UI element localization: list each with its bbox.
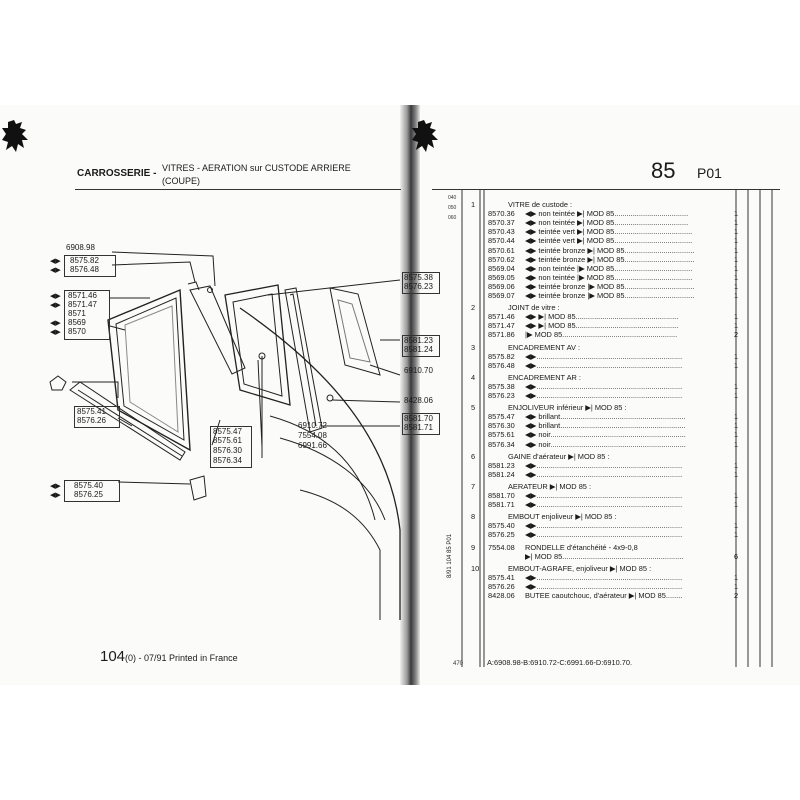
group-number: 3 bbox=[471, 342, 476, 352]
part-reference: 8575.82 bbox=[488, 351, 515, 361]
part-quantity: 1 bbox=[734, 312, 739, 322]
part-quantity: 1 bbox=[734, 245, 739, 255]
label-8571-46: 8571.46 bbox=[68, 291, 97, 300]
part-description: ◀▶....................................................................... bbox=[525, 351, 683, 361]
part-row bbox=[488, 491, 748, 500]
part-quantity: 1 bbox=[734, 412, 739, 422]
part-quantity: 1 bbox=[734, 469, 739, 479]
part-reference: 8576.48 bbox=[488, 360, 515, 370]
peugeot-lion-logo-left bbox=[0, 118, 34, 158]
side-code: 040 bbox=[448, 195, 457, 201]
part-reference: 8575.61 bbox=[488, 430, 515, 440]
part-description: ◀▶ non teintée |▶ MOD 85...................................... bbox=[525, 272, 693, 282]
part-description: ◀▶....................................................................... bbox=[525, 469, 683, 479]
page-title-line2: (COUPE) bbox=[162, 176, 200, 186]
part-description: ◀▶....................................................................... bbox=[525, 360, 683, 370]
label-8576-30: 8576.30 bbox=[213, 446, 242, 455]
part-quantity: 1 bbox=[734, 321, 739, 331]
part-description: ◀▶....................................................................... bbox=[525, 500, 683, 510]
part-quantity: 1 bbox=[734, 500, 739, 510]
label-8575-47: 8575.47 bbox=[213, 427, 242, 436]
part-row bbox=[488, 412, 748, 421]
part-description: |▶ MOD 85........................................................ bbox=[525, 330, 678, 340]
part-row bbox=[488, 582, 748, 591]
label-8581-70: 8581.70 bbox=[404, 414, 433, 423]
part-description: ▶| MOD 85........................................................... bbox=[525, 551, 684, 561]
label-8569: 8569 bbox=[68, 318, 86, 327]
part-reference: 8571.86 bbox=[488, 330, 515, 340]
part-description: ◀▶....................................................................... bbox=[525, 521, 683, 531]
footer-print-info: (0) - 07/91 Printed in France bbox=[125, 653, 238, 663]
part-quantity: 1 bbox=[734, 381, 739, 391]
left-right-symbol: ◀▶ bbox=[50, 301, 61, 309]
group-number: 8 bbox=[471, 512, 476, 522]
section-title: CARROSSERIE - bbox=[77, 168, 157, 179]
part-row bbox=[488, 500, 748, 509]
part-row bbox=[488, 573, 748, 582]
part-reference: 8570.37 bbox=[488, 218, 515, 228]
label-8575-40: 8575.40 bbox=[74, 481, 103, 490]
part-reference: 8569.06 bbox=[488, 281, 515, 291]
part-quantity: 1 bbox=[734, 218, 739, 228]
part-quantity: 1 bbox=[734, 209, 739, 219]
group-number: 4 bbox=[471, 372, 476, 382]
part-row bbox=[488, 391, 748, 400]
part-quantity: 2 bbox=[734, 330, 739, 340]
part-reference: 8570.36 bbox=[488, 209, 515, 219]
part-description: ◀▶ non teintée |▶ MOD 85...................................... bbox=[525, 263, 693, 273]
part-row bbox=[488, 461, 748, 470]
group-heading: GAINE d'aérateur ▶| MOD 85 : bbox=[508, 451, 610, 461]
part-description: ◀▶ teintée bronze ▶| MOD 85.................................. bbox=[525, 245, 695, 255]
part-row bbox=[488, 430, 748, 439]
label-8576-23: 8576.23 bbox=[404, 282, 433, 291]
label-6910-72: 6910.72 bbox=[298, 421, 327, 430]
part-quantity: 1 bbox=[734, 439, 739, 449]
part-description: ◀▶ ▶| MOD 85.................................................. bbox=[525, 321, 679, 331]
group-number: 6 bbox=[471, 451, 476, 461]
side-code: 050 bbox=[448, 205, 457, 211]
part-row bbox=[488, 591, 748, 600]
side-code: 060 bbox=[448, 215, 457, 221]
label-8575-38: 8575.38 bbox=[404, 273, 433, 282]
part-reference: 8428.06 bbox=[488, 591, 515, 600]
part-quantity: 6 bbox=[734, 551, 739, 561]
part-description: ◀▶....................................................................... bbox=[525, 572, 683, 582]
label-6910-70: 6910.70 bbox=[404, 366, 433, 375]
part-description: ◀▶ teintée bronze |▶ MOD 85.................................. bbox=[525, 281, 695, 291]
group-heading: VITRE de custode : bbox=[508, 200, 573, 209]
part-description: ◀▶....................................................................... bbox=[525, 530, 683, 540]
part-row bbox=[488, 291, 748, 300]
label-8581-24: 8581.24 bbox=[404, 345, 433, 354]
book-gutter bbox=[400, 105, 420, 685]
group-heading: EMBOUT-AGRAFE, enjoliveur ▶| MOD 85 : bbox=[508, 563, 652, 573]
part-quantity: 1 bbox=[734, 272, 739, 282]
part-description: ◀▶....................................................................... bbox=[525, 581, 683, 591]
group-number: 9 bbox=[471, 542, 476, 552]
group-heading: JOINT de vitre : bbox=[508, 303, 560, 313]
part-reference: 8569.04 bbox=[488, 263, 515, 273]
part-reference: 8570.62 bbox=[488, 254, 515, 264]
label-8576-48: 8576.48 bbox=[70, 265, 99, 274]
part-reference: 8575.47 bbox=[488, 412, 515, 422]
part-row bbox=[488, 530, 748, 539]
part-quantity: 1 bbox=[734, 530, 739, 540]
left-right-symbol: ◀▶ bbox=[50, 491, 61, 499]
part-row bbox=[488, 382, 748, 391]
group-heading: ENCADREMENT AR : bbox=[508, 372, 581, 382]
part-description: RONDELLE d'étanchéité - 4x9-0,8 bbox=[525, 542, 638, 552]
left-right-symbol: ◀▶ bbox=[50, 319, 61, 327]
label-8575-82: 8575.82 bbox=[70, 256, 99, 265]
left-footer bbox=[100, 648, 238, 665]
part-reference: 8576.30 bbox=[488, 421, 515, 431]
part-row bbox=[488, 282, 748, 291]
part-description: ◀▶ teintée vert ▶| MOD 85...................................... bbox=[525, 236, 693, 246]
part-row bbox=[488, 246, 748, 255]
part-row bbox=[488, 421, 748, 430]
part-reference: 8575.41 bbox=[488, 572, 515, 582]
part-quantity: 1 bbox=[734, 291, 739, 300]
part-reference: 8576.23 bbox=[488, 391, 515, 400]
part-description: ◀▶ ▶| MOD 85.................................................. bbox=[525, 312, 679, 322]
group-number: 2 bbox=[471, 303, 476, 313]
group-heading: EMBOUT enjoliveur ▶| MOD 85 : bbox=[508, 512, 617, 522]
part-reference: 8575.40 bbox=[488, 521, 515, 531]
part-row bbox=[488, 543, 748, 552]
part-quantity: 1 bbox=[734, 460, 739, 470]
label-6908-98: 6908.98 bbox=[66, 243, 95, 252]
part-reference: 8571.46 bbox=[488, 312, 515, 322]
part-row bbox=[488, 255, 748, 264]
label-8581-23: 8581.23 bbox=[404, 336, 433, 345]
group-number: 10 bbox=[471, 563, 480, 573]
left-right-symbol: ◀▶ bbox=[50, 266, 61, 274]
footer-note: A:6908.98-B:6910.72-C:6991.66-D:6910.70. bbox=[487, 658, 633, 667]
part-row bbox=[488, 552, 748, 561]
part-quantity: 1 bbox=[734, 491, 739, 500]
part-description: ◀▶ non teintée ▶| MOD 85.................................... bbox=[525, 218, 689, 228]
part-quantity: 1 bbox=[734, 351, 739, 361]
part-reference: 8581.70 bbox=[488, 491, 515, 500]
part-reference: 8576.26 bbox=[488, 581, 515, 591]
label-8428-06: 8428.06 bbox=[404, 396, 433, 405]
part-quantity: 1 bbox=[734, 572, 739, 582]
left-right-symbol: ◀▶ bbox=[50, 257, 61, 265]
part-row bbox=[488, 227, 748, 236]
part-quantity: 1 bbox=[734, 236, 739, 246]
part-row bbox=[488, 352, 748, 361]
part-description: ◀▶ teintée bronze |▶ MOD 85.................................. bbox=[525, 291, 695, 300]
part-row bbox=[488, 273, 748, 282]
vertical-reference: 8/91 104 85 P01 bbox=[447, 533, 453, 578]
part-reference: 8571.47 bbox=[488, 321, 515, 331]
part-row bbox=[488, 236, 748, 245]
label-8581-71: 8581.71 bbox=[404, 423, 433, 432]
left-right-symbol: ◀▶ bbox=[50, 482, 61, 490]
part-description: ◀▶....................................................................... bbox=[525, 391, 683, 400]
part-description: ◀▶....................................................................... bbox=[525, 491, 683, 500]
part-row bbox=[488, 218, 748, 227]
part-row bbox=[488, 330, 748, 339]
group-number: 5 bbox=[471, 403, 476, 413]
part-quantity: 2 bbox=[734, 591, 739, 600]
part-description: ◀▶ brillant............................................................. bbox=[525, 412, 686, 422]
part-description: ◀▶....................................................................... bbox=[525, 460, 683, 470]
part-description: ◀▶ noir.................................................................. bbox=[525, 430, 686, 440]
part-reference: 8581.24 bbox=[488, 469, 515, 479]
part-row bbox=[488, 321, 748, 330]
part-description: ◀▶ non teintée ▶| MOD 85.................................... bbox=[525, 209, 689, 219]
group-heading: AERATEUR ▶| MOD 85 : bbox=[508, 481, 592, 491]
left-right-symbol: ◀▶ bbox=[50, 292, 61, 300]
label-8570: 8570 bbox=[68, 327, 86, 336]
part-description: ◀▶ noir.................................................................. bbox=[525, 439, 686, 449]
part-quantity: 1 bbox=[734, 227, 739, 237]
group-heading: ENCADREMENT AV : bbox=[508, 342, 581, 352]
part-reference: 8569.07 bbox=[488, 291, 515, 300]
part-description: ◀▶....................................................................... bbox=[525, 381, 683, 391]
part-reference: 8581.23 bbox=[488, 460, 515, 470]
part-row bbox=[488, 312, 748, 321]
part-row bbox=[488, 440, 748, 449]
part-reference: 7554.08 bbox=[488, 542, 515, 552]
group-number: 7 bbox=[471, 481, 476, 491]
part-row bbox=[488, 264, 748, 273]
part-quantity: 1 bbox=[734, 421, 739, 431]
label-8571: 8571 bbox=[68, 309, 86, 318]
part-quantity: 1 bbox=[734, 281, 739, 291]
peugeot-lion-logo-right bbox=[410, 118, 444, 158]
part-quantity: 1 bbox=[734, 430, 739, 440]
part-reference: 8575.38 bbox=[488, 381, 515, 391]
part-reference: 8570.43 bbox=[488, 227, 515, 237]
part-reference: 8570.61 bbox=[488, 245, 515, 255]
part-description: ◀▶ teintée vert ▶| MOD 85...................................... bbox=[525, 227, 693, 237]
label-8575-41: 8575.41 bbox=[77, 407, 106, 416]
part-quantity: 1 bbox=[734, 254, 739, 264]
corner-number: 470 bbox=[453, 661, 464, 667]
part-description: ◀▶ teintée bronze ▶| MOD 85.................................. bbox=[525, 254, 695, 264]
label-8576-34: 8576.34 bbox=[213, 456, 242, 465]
part-row bbox=[488, 470, 748, 479]
part-reference: 8581.71 bbox=[488, 500, 515, 510]
page-title-line1: VITRES - AERATION sur CUSTODE ARRIERE bbox=[162, 163, 351, 173]
footer-page-number: 104 bbox=[100, 648, 126, 665]
label-8571-47: 8571.47 bbox=[68, 300, 97, 309]
part-reference: 8576.34 bbox=[488, 439, 515, 449]
page-number: 85 bbox=[651, 158, 676, 183]
left-right-symbol: ◀▶ bbox=[50, 328, 61, 336]
part-description: ◀▶ brillant............................................................. bbox=[525, 421, 686, 431]
label-8576-25: 8576.25 bbox=[74, 490, 103, 499]
part-quantity: 1 bbox=[734, 521, 739, 531]
part-row bbox=[488, 361, 748, 370]
part-quantity: 1 bbox=[734, 360, 739, 370]
page-code: P01 bbox=[697, 165, 722, 181]
label-8576-26: 8576.26 bbox=[77, 416, 106, 425]
label-8575-61: 8575.61 bbox=[213, 436, 242, 445]
part-reference: 8570.44 bbox=[488, 236, 515, 246]
label-6991-66: 6991.66 bbox=[298, 441, 327, 450]
group-number: 1 bbox=[471, 200, 476, 209]
part-reference: 8576.25 bbox=[488, 530, 515, 540]
part-row bbox=[488, 209, 748, 218]
part-description: BUTEE caoutchouc, d'aérateur ▶| MOD 85........ bbox=[525, 591, 683, 600]
label-7554-08: 7554.08 bbox=[298, 431, 327, 440]
part-quantity: 1 bbox=[734, 391, 739, 400]
part-quantity: 1 bbox=[734, 263, 739, 273]
part-row bbox=[488, 521, 748, 530]
part-quantity: 1 bbox=[734, 581, 739, 591]
part-reference: 8569.05 bbox=[488, 272, 515, 282]
group-heading: ENJOLIVEUR inférieur ▶| MOD 85 : bbox=[508, 403, 627, 413]
